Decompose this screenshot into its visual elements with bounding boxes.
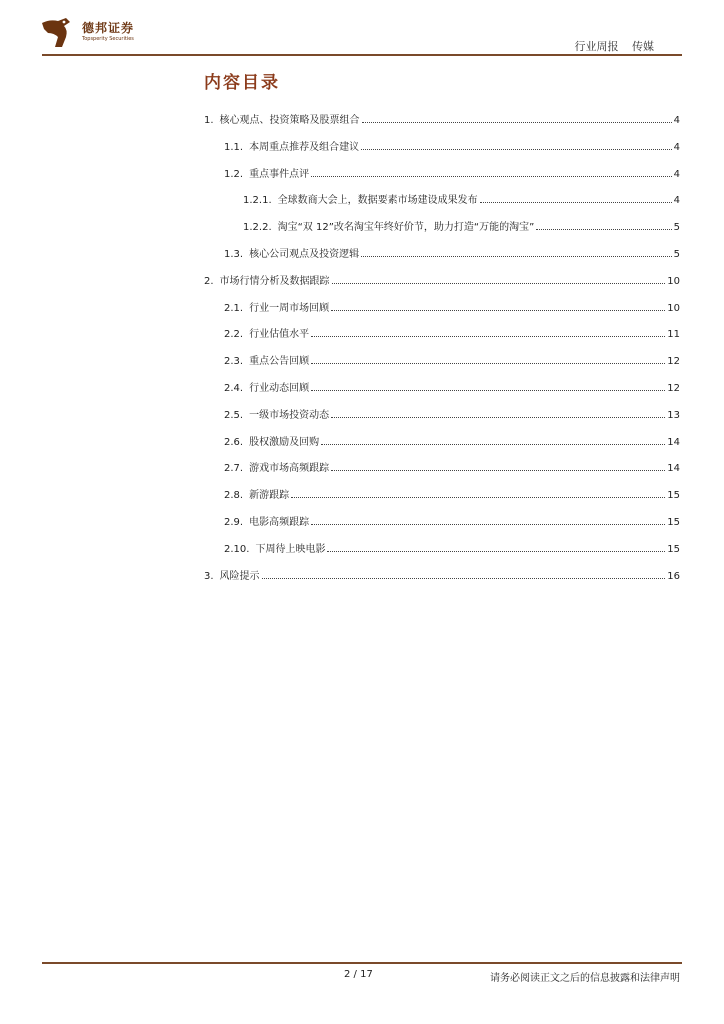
toc-entry[interactable] — [224, 540, 680, 554]
report-type: 行业周报 — [574, 40, 619, 53]
toc-title: 内容目录 — [204, 73, 280, 93]
toc-entry[interactable] — [204, 111, 680, 125]
toc-entry-title: 行业估值水平 — [249, 329, 310, 341]
toc-entry-number: 2.6. — [224, 436, 244, 448]
toc-entry-page: 5 — [673, 222, 680, 234]
toc-entry-number: 2.3. — [224, 356, 244, 368]
toc-entry-page: 15 — [667, 490, 680, 502]
toc-entry-number: 2.8. — [224, 490, 244, 502]
toc-entry-title: 全球数商大会上，数据要素市场建设成果发布 — [277, 195, 478, 207]
toc-entry[interactable] — [204, 567, 680, 581]
toc-entry[interactable] — [204, 272, 680, 286]
toc-entry-number: 1.2.2. — [243, 222, 272, 234]
toc-entry-page: 13 — [667, 409, 680, 421]
toc-entry[interactable] — [224, 138, 680, 152]
toc-entry-number: 2.4. — [224, 383, 244, 394]
toc-entry[interactable] — [224, 406, 680, 420]
toc-entry[interactable] — [243, 218, 680, 232]
toc-leader-dots — [311, 327, 665, 337]
toc-leader-dots — [311, 515, 665, 525]
toc-entry[interactable] — [224, 433, 680, 447]
toc-leader-dots — [327, 542, 665, 552]
toc-entry-page: 10 — [667, 275, 680, 287]
toc-entry-title: 行业动态回顾 — [249, 383, 310, 394]
toc-entry-title: 一级市场投资动态 — [249, 409, 330, 421]
toc-entry-number: 1.2.1. — [243, 195, 272, 207]
toc-entry-title: 股权激励及回购 — [249, 436, 320, 448]
toc-leader-dots — [311, 167, 672, 177]
brand-logo — [40, 17, 160, 51]
report-sector: 传媒 — [632, 40, 654, 53]
toc-entry-page: 14 — [667, 463, 680, 475]
toc-entry-number: 1.2. — [224, 168, 244, 180]
toc-entry-number: 2.9. — [224, 517, 244, 528]
toc-entry-number: 1.3. — [224, 249, 244, 260]
toc-entry-page: 4 — [673, 115, 680, 126]
toc-entry-number: 2.5. — [224, 409, 244, 421]
toc-entry-number: 2.7. — [224, 463, 244, 475]
toc-entry-title: 行业一周市场回顾 — [249, 302, 330, 314]
toc-entry-page: 4 — [673, 168, 680, 180]
toc-entry-page: 15 — [667, 543, 680, 555]
header-divider — [42, 54, 682, 56]
toc-entry-title: 风险提示 — [219, 570, 260, 582]
toc-leader-dots — [331, 301, 665, 311]
toc-entry-page: 14 — [667, 436, 680, 448]
toc-entry[interactable] — [224, 165, 680, 179]
toc-leader-dots — [332, 274, 666, 284]
toc-entry-page: 11 — [667, 329, 680, 341]
toc-leader-dots — [536, 220, 671, 230]
toc-entry-title: 重点公告回顾 — [249, 356, 310, 368]
toc-leader-dots — [311, 354, 665, 364]
toc-leader-dots — [311, 381, 665, 391]
toc-entry-title: 下周待上映电影 — [255, 543, 326, 555]
brand-mark-icon — [40, 17, 76, 49]
toc-entry-number: 3. — [204, 570, 214, 582]
toc-entry-page: 4 — [673, 141, 680, 153]
toc-entry-page: 12 — [667, 383, 680, 394]
toc-leader-dots — [361, 247, 672, 257]
toc-leader-dots — [480, 193, 672, 203]
toc-entry-page: 4 — [673, 195, 680, 207]
brand-name-en: Topsperity Securities — [82, 36, 134, 42]
toc-entry[interactable] — [224, 379, 680, 393]
toc-entry-title: 本周重点推荐及组合建议 — [249, 141, 360, 153]
toc-entry-page: 5 — [673, 249, 680, 260]
toc-leader-dots — [331, 408, 665, 418]
toc-entry[interactable] — [224, 299, 680, 313]
toc-entry-title: 核心公司观点及投资逻辑 — [249, 249, 360, 260]
toc-entry-title: 市场行情分析及数据跟踪 — [219, 275, 330, 287]
toc-entry[interactable] — [224, 513, 680, 527]
toc-entry-page: 15 — [667, 517, 680, 528]
toc-entry-title: 新游跟踪 — [249, 490, 290, 502]
footer-divider — [42, 962, 682, 964]
report-category — [565, 38, 655, 54]
toc-entry-number: 2.1. — [224, 302, 244, 314]
toc-leader-dots — [361, 140, 672, 150]
legal-disclaimer: 请务必阅读正文之后的信息披露和法律声明 — [490, 973, 680, 984]
toc-entry[interactable] — [224, 245, 680, 259]
toc-entry[interactable] — [224, 486, 680, 500]
toc-entry[interactable] — [224, 459, 680, 473]
toc-entry[interactable] — [224, 325, 680, 339]
toc-leader-dots — [331, 461, 665, 471]
brand-name-cn: 德邦证券 — [82, 21, 135, 35]
toc-leader-dots — [262, 569, 666, 579]
toc-entry-title: 淘宝“双 12”改名淘宝年终好价节，助力打造“万能的淘宝” — [277, 222, 535, 234]
toc-leader-dots — [362, 113, 672, 123]
toc-entry-page: 16 — [667, 570, 680, 582]
toc-entry[interactable] — [243, 191, 680, 205]
toc-entry-number: 2.10. — [224, 543, 250, 555]
page-number: 2 / 17 — [344, 969, 373, 980]
toc-entry-title: 核心观点、投资策略及股票组合 — [219, 115, 360, 126]
toc-entry-number: 2.2. — [224, 329, 244, 341]
toc-entry-number: 2. — [204, 275, 214, 287]
toc-entry-title: 重点事件点评 — [249, 168, 310, 180]
toc-leader-dots — [291, 488, 665, 498]
toc-leader-dots — [321, 435, 665, 445]
toc-entry-number: 1.1. — [224, 141, 244, 153]
toc-entry-title: 游戏市场高频跟踪 — [249, 463, 330, 475]
toc-entry-page: 10 — [667, 302, 680, 314]
toc-entry-number: 1. — [204, 115, 214, 126]
toc-entry[interactable] — [224, 352, 680, 366]
toc-entry-title: 电影高频跟踪 — [249, 517, 310, 528]
toc-entry-page: 12 — [667, 356, 680, 368]
